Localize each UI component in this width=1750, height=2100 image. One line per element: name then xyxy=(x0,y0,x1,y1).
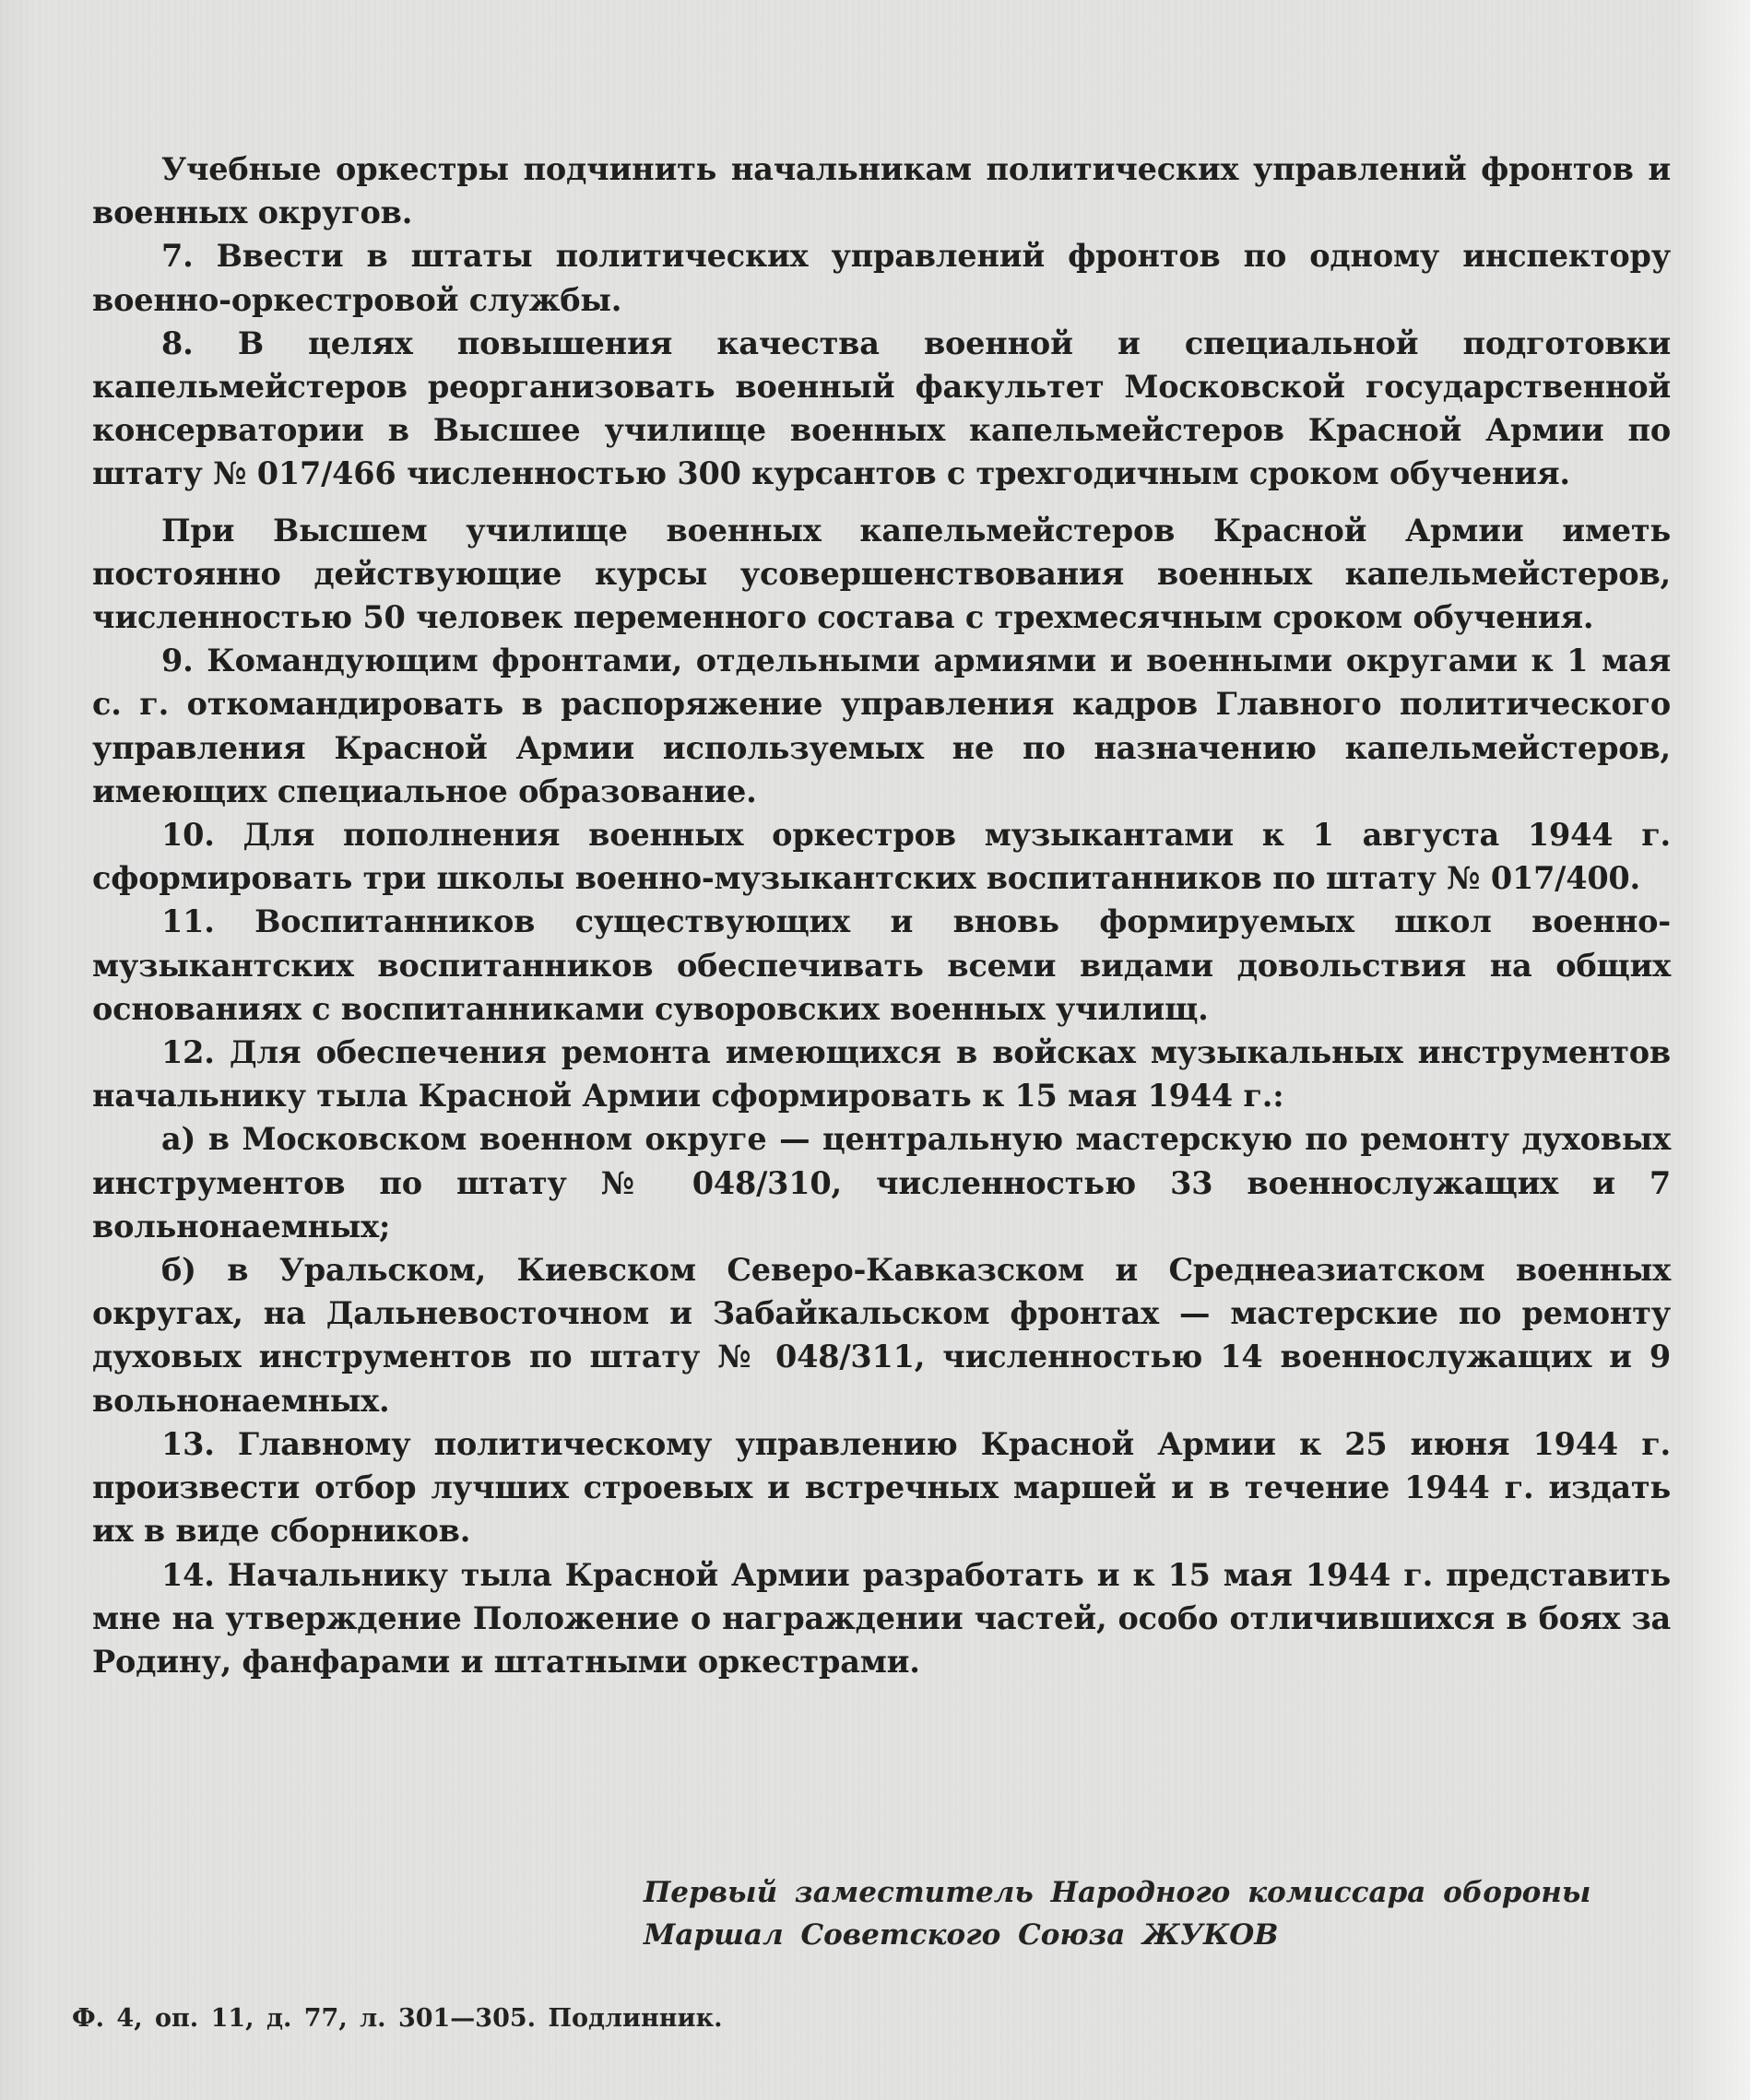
document-body xyxy=(92,147,1671,1683)
paragraph-item-12b: б) в Уральском, Киевском Северо-Кавказском и Среднеазиатском военных округах, на Дальневосточном и Забайкальском фронтах — мастерские по ремонту духовых инструментов по штату № 048/311, численностью 14 военнослужащих и 9 вольнонаемных. xyxy=(92,1252,1671,1419)
paragraph-advanced-courses: При Высшем училище военных капельмейстеров Красной Армии иметь постоянно действующие курсы усовершенствования военных капельмейстеров, численностью 50 человек переменного состава с трехмесячным сроком обучения. xyxy=(92,512,1671,636)
signature-name: Маршал Советского Союза ЖУКОВ xyxy=(644,1918,1279,1952)
paragraph-item-9: 9. Командующим фронтами, отдельными армиями и военными округами к 1 мая с. г. откомандировать в распоряжение управления кадров Главного политического управления Красной Армии используемых не по назначению капельмейстеров, имеющих специальное образование. xyxy=(92,643,1671,809)
paragraph-item-14: 14. Начальнику тыла Красной Армии разработать и к 15 мая 1944 г. представить мне на утверждение Положение о награждении частей, особо отличившихся в боях за Родину, фанфарами и штатными оркестрами. xyxy=(92,1556,1671,1680)
archive-reference: Ф. 4, оп. 11, д. 77, л. 301—305. Подлинник. xyxy=(72,2004,723,2033)
paragraph-training-orchestras: Учебные оркестры подчинить начальникам политических управлений фронтов и военных округов. xyxy=(92,151,1671,231)
signature-title: Первый заместитель Народного комиссара обороны xyxy=(644,1876,1591,1909)
paragraph-item-8: 8. В целях повышения качества военной и специальной подготовки капельмейстеров реорганизовать военный факультет Московской государственной консерватории в Высшее училище военных капельмейстеров Красной Армии по штату № 017/466 численностью 300 курсантов с трехгодичным сроком обучения. xyxy=(92,324,1671,492)
paragraph-item-12a: а) в Московском военном округе — центральную мастерскую по ремонту духовых инструментов по штату № 048/310, численностью 33 военнослужащих и 7 вольнонаемных; xyxy=(92,1121,1671,1245)
signature-block xyxy=(644,1871,1590,1956)
paragraph-item-10: 10. Для пополнения военных оркестров музыкантами к 1 августа 1944 г. сформировать три школы военно-музыкантских воспитанников по штату № 017/400. xyxy=(92,817,1671,897)
paragraph-item-13: 13. Главному политическому управлению Красной Армии к 25 июня 1944 г. произвести отбор лучших строевых и встречных маршей и в течение 1944 г. издать их в виде сборников. xyxy=(92,1425,1671,1550)
paragraph-item-12: 12. Для обеспечения ремонта имеющихся в войсках музыкальных инструментов начальнику тыла Красной Армии сформировать к 15 мая 1944 г.: xyxy=(92,1034,1671,1115)
paragraph-item-11: 11. Воспитанников существующих и вновь формируемых школ военно-музыкантских воспитанников обеспечивать всеми видами довольствия на общих основаниях с воспитанниками суворовских военных училищ. xyxy=(92,903,1671,1027)
paragraph-item-7: 7. Ввести в штаты политических управлений фронтов по одному инспектору военно-оркестровой службы. xyxy=(92,238,1671,318)
